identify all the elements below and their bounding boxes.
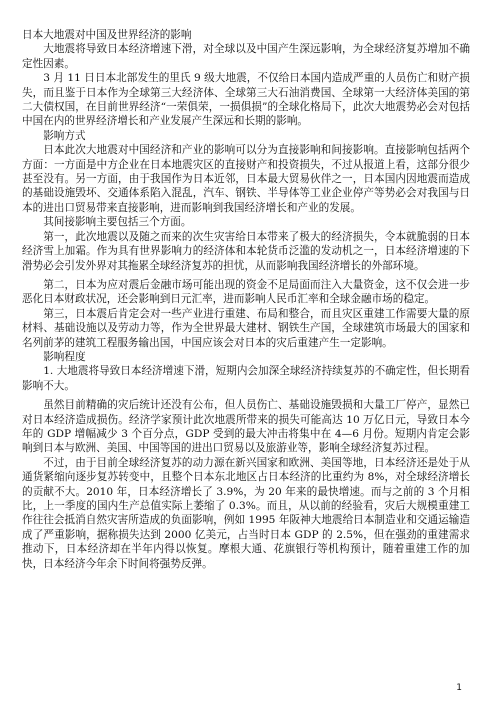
paragraph-indirect-three: 其间接影响主要包括三个方面。 — [43, 216, 192, 229]
section-heading-impact-mode: 影响方式 — [43, 129, 86, 142]
paragraph-third: 第三，日本震后肯定会对一些产业进行重建、布局和整合，而且灾区重建工作需要大量的原材料、基础设施以及劳动力等，作为全世界最大建材、钢铁生产国，全球建筑市场最大的国家和名列前茅的建筑工程服务输出国，中国应该会对日本的灾后重建产生一定影响。 — [22, 307, 470, 349]
paragraph-recovery: 不过，由于目前全球经济复苏的动力源在新兴国家和欧洲、美国等地，日本经济还是处于从通货紧缩向逐步复苏转变中，且整个日本东北地区占日本经济的比重约为 8%，对全球经济增长的贡献不大。2010 年，日本经济增长了 3.9%，为 20 年来的最快增速。而与之前的 3 个月相比，上一季度的国内生产总值实际上萎缩了 0.3%。而且，从以前的经验看，灾后大规模重建工作往往会抵消自然灾害所造成的负面影响，例如 1995 年阪神大地震给日本制造业和交通运输造成了严重影响，据称损失达到 2000 亿美元，占当时日本 GDP 的 2.5%，但在强劲的重建需求推动下，日本经济却在半年内得以恢复。摩根大通、花旗银行等机构预计，随着重建工作的加快，日本经济今年余下时间将强势反弹。 — [22, 456, 470, 570]
page-number: 1 — [456, 683, 462, 693]
paragraph-direct-indirect: 日本此次大地震对中国经济和产业的影响可以分为直接影响和间接影响。直接影响包括两个方面：一方面是中方企业在日本地震灾区的直接财产和投资损失，不过从报道上看，这部分很少甚至没有。另一方面，由于我国作为日本近邻，日本最大贸易伙伴之一，日本国内因地震而造成的基础设施毁坏、交通体系陷入混乱，汽车、钢铁、半导体等工业企业停产等势必会对我国与日本的进出口贸易带来直接影响，进而影响到我国经济增长和产业的发展。 — [22, 144, 470, 214]
paragraph-point-one: 1. 大地震将导致日本经济增速下滑，短期内会加深全球经济持续复苏的不确定性，但长期看影响不大。 — [22, 365, 470, 392]
document-title: 日本大地震对中国及世界经济的影响 — [22, 29, 192, 41]
paragraph-loss-estimate: 虽然目前精确的灾后统计还没有公布，但人员伤亡、基础设施毁损和大量工厂停产，显然已对日本经济造成损伤。经济学家预计此次地震所带来的损失可能高达 10 万亿日元，导致日本今年的 GDP 增幅减少 3 个百分点，GDP 受到的最大冲击将集中在 4—6 月份。短期内肯定会影响到日本与欧洲、美国、中国等国的进出口贸易以及旅游业等，影响全球经济复苏过程。 — [22, 399, 470, 455]
paragraph-second: 第二，日本为应对震后金融市场可能出现的资金不足局面而注入大量资金，这不仅会进一步恶化日本财政状况，还会影响到日元汇率，进而影响人民币汇率和全球金融市场的稳定。 — [22, 278, 470, 306]
paragraph-intro: 大地震将导致日本经济增速下滑，对全球以及中国产生深远影响，为全球经济复苏增加不确定性因素。 — [22, 43, 470, 70]
paragraph-earthquake-background: 3 月 11 日日本北部发生的里氏 9 级大地震，不仅给日本国内造成严重的人员伤亡和财产损失，而且鉴于日本作为全球第三大经济体、全球第三大石油消费国、全球第一大经济体美国的第二大债权国，在目前世界经济“一荣俱荣，一损俱损”的全球化格局下，此次大地震势必会对包括中国在内的世界经济增长和产业发展产生深远和长期的影响。 — [22, 72, 470, 128]
paragraph-first: 第一，此次地震以及随之而来的次生灾害给日本带来了极大的经济损失，令本就脆弱的日本经济雪上加霜。作为具有世界影响力的经济体和本轮货币泛滥的发动机之一，日本经济增速的下滑势必会引发外界对其拖累全球经济复苏的担忧，从而影响我国经济增长的外部环境。 — [22, 230, 470, 272]
section-heading-impact-degree: 影响程度 — [43, 350, 86, 363]
